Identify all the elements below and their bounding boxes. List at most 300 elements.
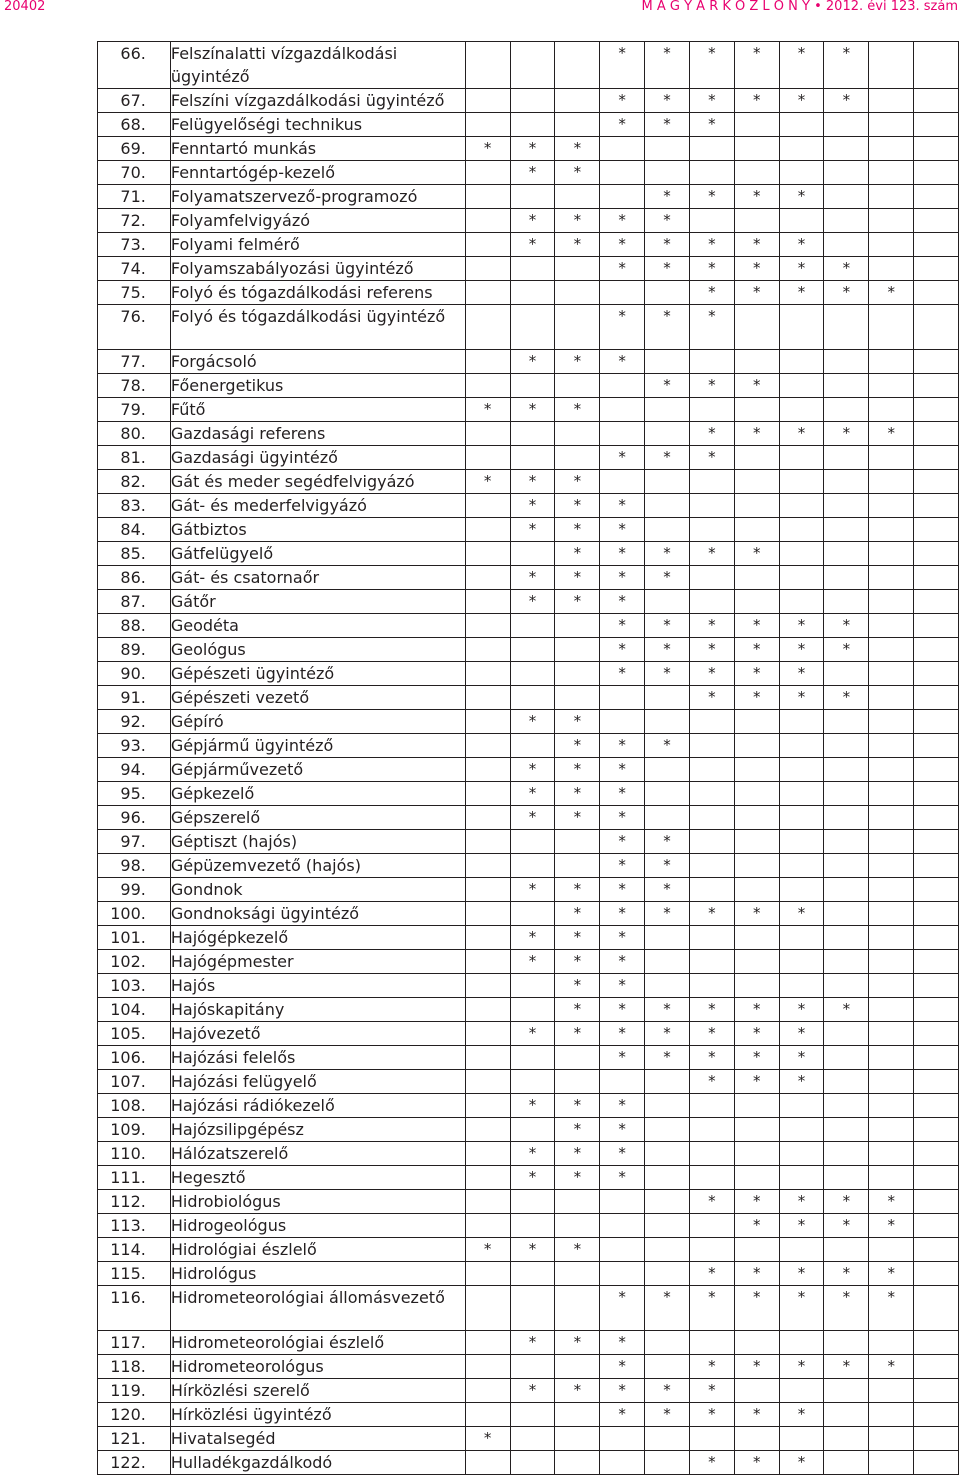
grade-cell xyxy=(689,614,734,638)
star-mark: * xyxy=(618,211,626,229)
star-mark: * xyxy=(573,1000,582,1018)
table-row xyxy=(98,638,959,662)
star-mark: * xyxy=(573,904,582,922)
star-mark: * xyxy=(528,163,537,181)
star-mark: * xyxy=(752,1453,761,1471)
grade-cell xyxy=(824,878,869,902)
star-mark: * xyxy=(573,568,582,586)
grade-cell xyxy=(510,518,555,542)
table-row xyxy=(98,470,959,494)
grade-cell xyxy=(824,518,869,542)
grade-cell xyxy=(824,1427,869,1451)
grade-cell xyxy=(645,806,690,830)
row-number: 83. xyxy=(98,494,171,518)
star-mark: * xyxy=(797,1405,806,1423)
star-mark: * xyxy=(663,211,671,229)
star-mark: * xyxy=(752,664,761,682)
table-row xyxy=(98,374,959,398)
grade-cell xyxy=(600,782,645,806)
grade-cell xyxy=(600,137,645,161)
job-title: Gépszerelő xyxy=(170,806,465,830)
grade-cell xyxy=(779,878,824,902)
star-mark: * xyxy=(528,808,537,826)
grade-cell xyxy=(510,614,555,638)
star-mark: * xyxy=(573,1168,582,1186)
star-mark: * xyxy=(842,1216,851,1234)
star-mark: * xyxy=(573,496,582,514)
grade-cell xyxy=(510,1331,555,1355)
table-row xyxy=(98,1190,959,1214)
grade-cell xyxy=(779,422,824,446)
row-number: 86. xyxy=(98,566,171,590)
row-number: 100. xyxy=(98,902,171,926)
grade-cell xyxy=(645,350,690,374)
grade-cell xyxy=(645,1118,690,1142)
grade-cell xyxy=(779,566,824,590)
grade-cell xyxy=(734,614,779,638)
star-mark: * xyxy=(752,91,761,109)
star-mark: * xyxy=(573,1096,582,1114)
grade-cell xyxy=(510,113,555,137)
grade-cell xyxy=(465,686,510,710)
grade-cell xyxy=(510,257,555,281)
star-mark: * xyxy=(663,187,671,205)
grade-cell xyxy=(645,1214,690,1238)
grade-cell xyxy=(645,89,690,113)
grade-cell xyxy=(914,1355,959,1379)
star-mark: * xyxy=(573,1240,582,1258)
star-mark: * xyxy=(708,91,716,109)
star-mark: * xyxy=(618,91,626,109)
row-number: 99. xyxy=(98,878,171,902)
grade-cell xyxy=(914,113,959,137)
grade-cell xyxy=(689,974,734,998)
grade-cell xyxy=(600,42,645,89)
grade-cell xyxy=(914,638,959,662)
grade-cell xyxy=(510,782,555,806)
star-mark: * xyxy=(528,592,537,610)
grade-cell xyxy=(869,806,914,830)
star-mark: * xyxy=(752,376,761,394)
grade-cell xyxy=(824,1070,869,1094)
grade-cell xyxy=(465,42,510,89)
row-number: 113. xyxy=(98,1214,171,1238)
job-title: Géptiszt (hajós) xyxy=(170,830,465,854)
star-mark: * xyxy=(528,139,537,157)
row-number: 67. xyxy=(98,89,171,113)
grade-cell xyxy=(914,161,959,185)
grade-cell xyxy=(689,422,734,446)
grade-cell xyxy=(869,518,914,542)
star-mark: * xyxy=(663,307,671,325)
grade-cell xyxy=(689,1262,734,1286)
grade-cell xyxy=(779,926,824,950)
grade-cell xyxy=(824,1094,869,1118)
job-title: Hajózási rádiókezelő xyxy=(170,1094,465,1118)
grade-cell xyxy=(734,638,779,662)
star-mark: * xyxy=(663,664,671,682)
grade-cell xyxy=(824,830,869,854)
grade-cell xyxy=(689,830,734,854)
grade-cell xyxy=(510,161,555,185)
grade-cell xyxy=(600,209,645,233)
grade-cell xyxy=(779,1286,824,1331)
star-mark: * xyxy=(842,616,851,634)
star-mark: * xyxy=(618,592,626,610)
grade-cell xyxy=(510,1022,555,1046)
table-row xyxy=(98,878,959,902)
star-mark: * xyxy=(663,1048,671,1066)
grade-cell xyxy=(465,662,510,686)
star-mark: * xyxy=(663,44,671,62)
grade-cell xyxy=(824,494,869,518)
grade-cell xyxy=(645,926,690,950)
grade-cell xyxy=(689,782,734,806)
grade-cell xyxy=(779,1046,824,1070)
grade-cell xyxy=(914,566,959,590)
grade-cell xyxy=(465,782,510,806)
grade-cell xyxy=(779,1262,824,1286)
grade-cell xyxy=(689,638,734,662)
grade-cell xyxy=(779,1166,824,1190)
grade-cell xyxy=(914,446,959,470)
grade-cell xyxy=(510,1379,555,1403)
grade-cell xyxy=(645,950,690,974)
star-mark: * xyxy=(618,544,626,562)
grade-cell xyxy=(555,638,600,662)
grade-cell xyxy=(465,1427,510,1451)
grade-cell xyxy=(645,566,690,590)
grade-cell xyxy=(734,854,779,878)
grade-cell xyxy=(510,1238,555,1262)
grade-cell xyxy=(465,281,510,305)
star-mark: * xyxy=(708,259,716,277)
grade-cell xyxy=(734,422,779,446)
grade-cell xyxy=(465,1022,510,1046)
grade-cell xyxy=(869,758,914,782)
row-number: 89. xyxy=(98,638,171,662)
table-row xyxy=(98,161,959,185)
grade-cell xyxy=(824,1166,869,1190)
grade-cell xyxy=(510,1190,555,1214)
grade-cell xyxy=(869,1022,914,1046)
star-mark: * xyxy=(573,712,582,730)
table-row xyxy=(98,974,959,998)
star-mark: * xyxy=(708,424,716,442)
grade-cell xyxy=(645,137,690,161)
grade-cell xyxy=(600,1190,645,1214)
page-header xyxy=(0,0,960,14)
star-mark: * xyxy=(528,1024,537,1042)
grade-cell xyxy=(465,710,510,734)
grade-cell xyxy=(465,257,510,281)
table-row xyxy=(98,926,959,950)
grade-cell xyxy=(914,1451,959,1475)
star-mark: * xyxy=(708,1072,716,1090)
job-title: Felügyelőségi technikus xyxy=(170,113,465,137)
star-mark: * xyxy=(708,688,716,706)
grade-cell xyxy=(734,998,779,1022)
grade-cell xyxy=(465,830,510,854)
grade-cell xyxy=(914,614,959,638)
grade-cell xyxy=(689,950,734,974)
grade-cell xyxy=(824,42,869,89)
table-row xyxy=(98,710,959,734)
grade-cell xyxy=(869,1355,914,1379)
star-mark: * xyxy=(618,784,626,802)
row-number: 121. xyxy=(98,1427,171,1451)
grade-cell xyxy=(465,1214,510,1238)
star-mark: * xyxy=(752,688,761,706)
star-mark: * xyxy=(573,976,582,994)
grade-cell xyxy=(465,1403,510,1427)
grade-cell xyxy=(645,1094,690,1118)
table-row xyxy=(98,257,959,281)
star-mark: * xyxy=(752,1264,761,1282)
grade-cell xyxy=(734,1070,779,1094)
star-mark: * xyxy=(573,520,582,538)
star-mark: * xyxy=(618,115,626,133)
star-mark: * xyxy=(618,1357,626,1375)
grade-cell xyxy=(779,542,824,566)
grade-cell xyxy=(600,614,645,638)
grade-cell xyxy=(555,1118,600,1142)
star-mark: * xyxy=(618,616,626,634)
grade-cell xyxy=(869,374,914,398)
grade-cell xyxy=(824,686,869,710)
grade-cell xyxy=(600,926,645,950)
star-mark: * xyxy=(483,139,492,157)
grade-cell xyxy=(465,638,510,662)
grade-cell xyxy=(689,1238,734,1262)
grade-cell xyxy=(779,854,824,878)
star-mark: * xyxy=(573,163,582,181)
table-row xyxy=(98,614,959,638)
grade-cell xyxy=(779,42,824,89)
job-title: Felszínalatti vízgazdálkodási ügyintéző xyxy=(170,42,465,89)
star-mark: * xyxy=(663,880,671,898)
grade-cell xyxy=(779,1094,824,1118)
table-row xyxy=(98,662,959,686)
row-number: 109. xyxy=(98,1118,171,1142)
grade-cell xyxy=(555,518,600,542)
grade-cell xyxy=(869,710,914,734)
grade-cell xyxy=(510,998,555,1022)
star-mark: * xyxy=(618,952,626,970)
grade-cell xyxy=(824,470,869,494)
grade-cell xyxy=(779,470,824,494)
grade-cell xyxy=(914,878,959,902)
grade-cell xyxy=(600,1403,645,1427)
grade-cell xyxy=(600,590,645,614)
star-mark: * xyxy=(708,376,716,394)
table-row xyxy=(98,89,959,113)
grade-cell xyxy=(465,1166,510,1190)
grade-cell xyxy=(689,806,734,830)
star-mark: * xyxy=(797,664,806,682)
grade-cell xyxy=(600,998,645,1022)
grade-cell xyxy=(510,806,555,830)
star-mark: * xyxy=(618,1024,626,1042)
grade-cell xyxy=(824,257,869,281)
job-title: Hajózási felelős xyxy=(170,1046,465,1070)
row-number: 81. xyxy=(98,446,171,470)
star-mark: * xyxy=(887,1192,895,1210)
grade-cell xyxy=(555,974,600,998)
star-mark: * xyxy=(708,283,716,301)
table-row xyxy=(98,137,959,161)
grade-cell xyxy=(779,998,824,1022)
grade-cell xyxy=(914,542,959,566)
star-mark: * xyxy=(528,1168,537,1186)
grade-cell xyxy=(555,542,600,566)
grade-cell xyxy=(734,1166,779,1190)
table-row xyxy=(98,1451,959,1475)
grade-cell xyxy=(689,350,734,374)
grade-cell xyxy=(510,1214,555,1238)
job-title: Forgácsoló xyxy=(170,350,465,374)
grade-cell xyxy=(645,1355,690,1379)
grade-cell xyxy=(555,590,600,614)
grade-cell xyxy=(510,398,555,422)
row-number: 111. xyxy=(98,1166,171,1190)
row-number: 76. xyxy=(98,305,171,350)
star-mark: * xyxy=(618,1168,626,1186)
grade-cell xyxy=(914,1403,959,1427)
star-mark: * xyxy=(708,616,716,634)
star-mark: * xyxy=(887,424,895,442)
grade-cell xyxy=(689,1166,734,1190)
row-number: 122. xyxy=(98,1451,171,1475)
job-title: Főenergetikus xyxy=(170,374,465,398)
grade-cell xyxy=(824,782,869,806)
grade-cell xyxy=(555,470,600,494)
grade-cell xyxy=(645,374,690,398)
table-row xyxy=(98,113,959,137)
grade-cell xyxy=(555,1451,600,1475)
grade-cell xyxy=(645,1451,690,1475)
grade-cell xyxy=(824,926,869,950)
grade-cell xyxy=(779,1022,824,1046)
grade-cell xyxy=(645,233,690,257)
grade-cell xyxy=(869,89,914,113)
job-title: Gazdasági ügyintéző xyxy=(170,446,465,470)
grade-cell xyxy=(779,974,824,998)
table-row xyxy=(98,686,959,710)
grade-cell xyxy=(600,878,645,902)
star-mark: * xyxy=(752,1357,761,1375)
grade-cell xyxy=(734,950,779,974)
job-title: Gondnoksági ügyintéző xyxy=(170,902,465,926)
grade-cell xyxy=(824,1118,869,1142)
star-mark: * xyxy=(797,235,806,253)
star-mark: * xyxy=(573,952,582,970)
star-mark: * xyxy=(842,1357,851,1375)
grade-cell xyxy=(600,113,645,137)
grade-cell xyxy=(555,257,600,281)
grade-cell xyxy=(824,89,869,113)
grade-cell xyxy=(465,1238,510,1262)
grade-cell xyxy=(824,350,869,374)
row-number: 119. xyxy=(98,1379,171,1403)
grade-cell xyxy=(600,974,645,998)
grade-cell xyxy=(869,542,914,566)
grade-cell xyxy=(689,374,734,398)
grade-cell xyxy=(779,590,824,614)
grade-cell xyxy=(510,878,555,902)
star-mark: * xyxy=(797,1000,806,1018)
grade-cell xyxy=(734,209,779,233)
job-title: Hírközlési ügyintéző xyxy=(170,1403,465,1427)
star-mark: * xyxy=(618,880,626,898)
star-mark: * xyxy=(618,640,626,658)
grade-cell xyxy=(824,1379,869,1403)
grade-cell xyxy=(645,758,690,782)
star-mark: * xyxy=(663,91,671,109)
grade-cell xyxy=(689,1379,734,1403)
grade-cell xyxy=(555,758,600,782)
grade-cell xyxy=(914,257,959,281)
star-mark: * xyxy=(483,1240,492,1258)
grade-cell xyxy=(465,161,510,185)
grade-cell xyxy=(734,1427,779,1451)
table-row xyxy=(98,42,959,89)
grade-cell xyxy=(824,161,869,185)
grade-cell xyxy=(555,209,600,233)
grade-cell xyxy=(779,806,824,830)
grade-cell xyxy=(510,638,555,662)
grade-cell xyxy=(779,782,824,806)
grade-cell xyxy=(510,350,555,374)
grade-cell xyxy=(824,1331,869,1355)
grade-cell xyxy=(779,902,824,926)
grade-cell xyxy=(734,257,779,281)
grade-cell xyxy=(734,398,779,422)
grade-cell xyxy=(779,950,824,974)
grade-cell xyxy=(465,542,510,566)
grade-cell xyxy=(465,1070,510,1094)
grade-cell xyxy=(600,422,645,446)
grade-cell xyxy=(555,806,600,830)
grade-cell xyxy=(555,422,600,446)
grade-cell xyxy=(734,1046,779,1070)
star-mark: * xyxy=(708,544,716,562)
grade-cell xyxy=(869,566,914,590)
grade-cell xyxy=(465,950,510,974)
grade-cell xyxy=(510,590,555,614)
grade-cell xyxy=(914,89,959,113)
star-mark: * xyxy=(573,544,582,562)
grade-cell xyxy=(914,1286,959,1331)
grade-cell xyxy=(689,1451,734,1475)
job-title: Felszíni vízgazdálkodási ügyintéző xyxy=(170,89,465,113)
grade-cell xyxy=(689,89,734,113)
star-mark: * xyxy=(842,640,851,658)
grade-cell xyxy=(465,878,510,902)
grade-cell xyxy=(510,470,555,494)
grade-cell xyxy=(914,398,959,422)
star-mark: * xyxy=(708,1192,716,1210)
star-mark: * xyxy=(708,1264,716,1282)
grade-cell xyxy=(734,878,779,902)
star-mark: * xyxy=(663,259,671,277)
grade-cell xyxy=(555,1379,600,1403)
grade-cell xyxy=(555,1190,600,1214)
grade-cell xyxy=(645,1046,690,1070)
grade-cell xyxy=(645,1142,690,1166)
grade-cell xyxy=(689,281,734,305)
grade-cell xyxy=(824,233,869,257)
